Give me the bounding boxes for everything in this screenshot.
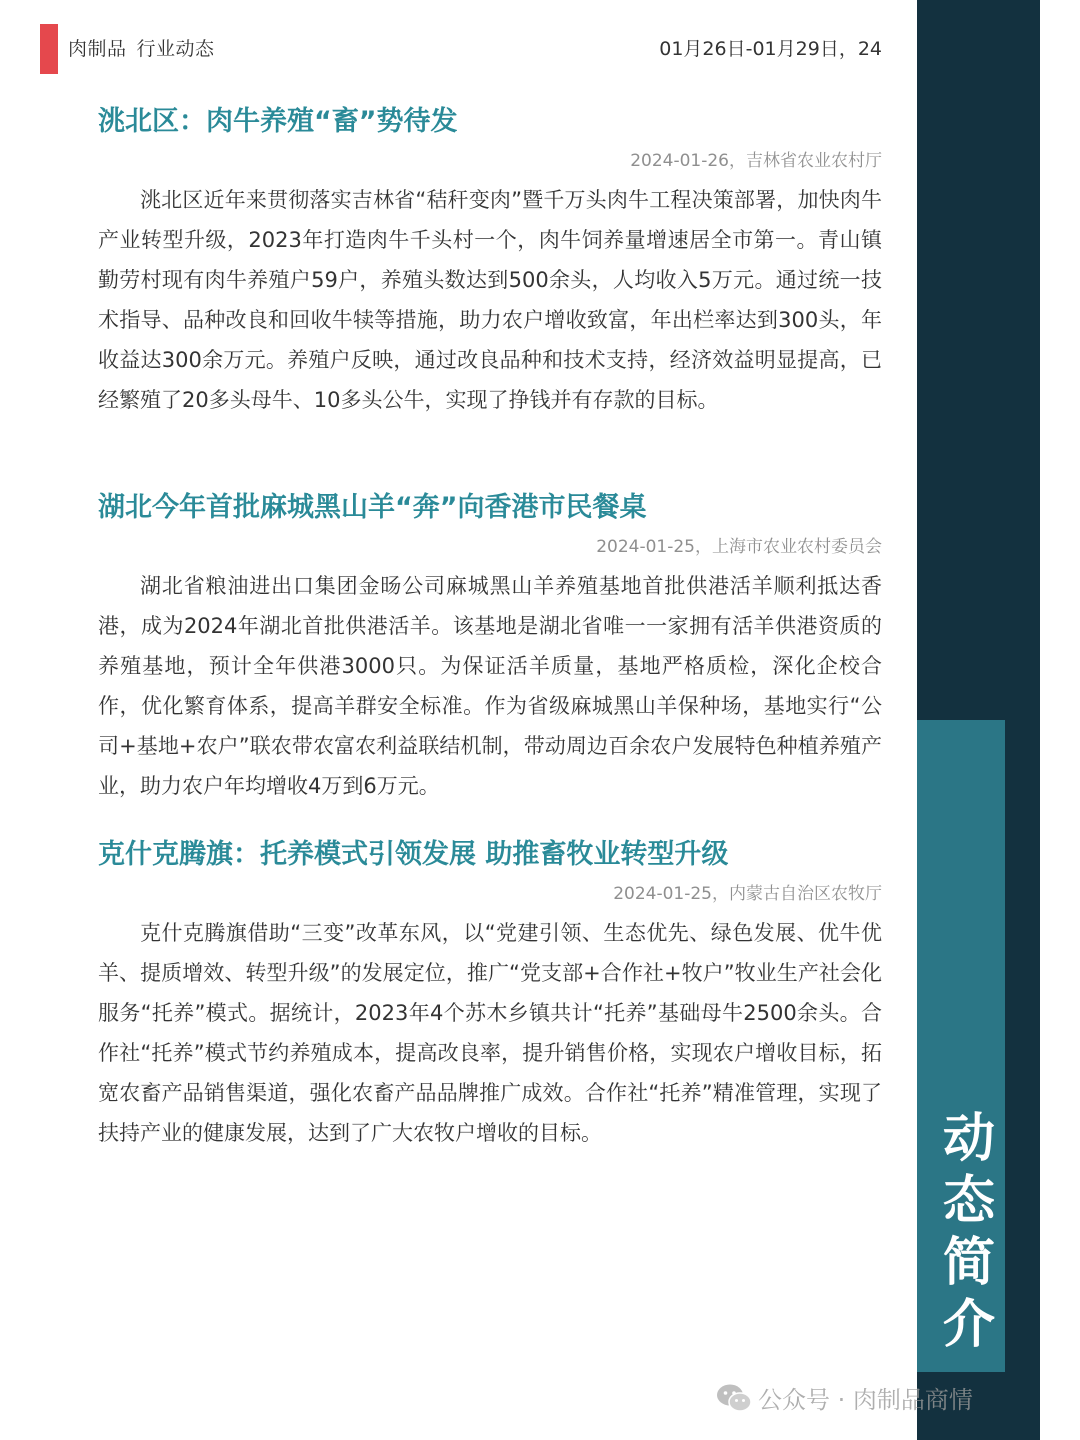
sidebar-title (917, 1108, 1021, 1356)
wechat-icon (716, 1383, 752, 1413)
watermark-text: 公众号 · 肉制品商情 (758, 1386, 973, 1414)
article-title: 湖北今年首批麻城黑山羊“奔”向香港市民餐桌 (98, 492, 647, 523)
header-category-label: 肉制品 (68, 38, 127, 60)
article-title: 洮北区：肉牛养殖“畜”势待发 (98, 106, 458, 137)
article-hubei-goat (98, 490, 882, 806)
sidebar-title-char: 动 (942, 1109, 995, 1169)
header-accent-bar (40, 24, 58, 74)
article-meta: 2024-01-25，内蒙古自治区农牧厅 (613, 884, 882, 904)
sidebar-title-char: 介 (942, 1295, 995, 1355)
article-title: 克什克腾旗：托养模式引领发展 助推畜牧业转型升级 (98, 839, 729, 870)
article-meta: 2024-01-26，吉林省农业农村厅 (630, 151, 882, 171)
header-date-range: 01月26日-01月29日，24 (659, 38, 882, 60)
sidebar-title-char: 简 (942, 1233, 995, 1293)
article-keshiketeng (98, 837, 882, 1153)
article-meta: 2024-01-25，上海市农业农村委员会 (596, 537, 882, 557)
watermark (716, 1380, 973, 1415)
article-taobei (98, 104, 882, 420)
sidebar-title-char: 态 (942, 1171, 995, 1231)
article-body: 洮北区近年来贯彻落实吉林省“秸秆变肉”暨千万头肉牛工程决策部署，加快肉牛产业转型升级，2023年打造肉牛千头村一个，肉牛饲养量增速居全市第一。青山镇勤劳村现有肉牛养殖户59户，养殖头数达到500余头，人均收入5万元。通过统一技术指导、品种改良和回收牛犊等措施，助力农户增收致富，年出栏率达到300头，年收益达300余万元。养殖户反映，通过改良品种和技术支持，经济效益明显提高，已经繁殖了20多头母牛、10多头公牛，实现了挣钱并有存款的目标。 (98, 188, 882, 412)
article-body: 湖北省粮油进出口集团金旸公司麻城黑山羊养殖基地首批供港活羊顺利抵达香港，成为2024年湖北首批供港活羊。该基地是湖北省唯一一家拥有活羊供港资质的养殖基地，预计全年供港3000只。为保证活羊质量，基地严格质检，深化企校合作，优化繁育体系，提高羊群安全标准。作为省级麻城黑山羊保种场，基地实行“公司+基地+农户”联农带农富农利益联结机制，带动周边百余农户发展特色种植养殖产业，助力农户年均增收4万到6万元。 (98, 574, 882, 798)
header-category (68, 34, 215, 61)
article-body: 克什克腾旗借助“三变”改革东风，以“党建引领、生态优先、绿色发展、优牛优羊、提质增效、转型升级”的发展定位，推广“党支部+合作社+牧户”牧业生产社会化服务“托养”模式。据统计，2023年4个苏木乡镇共计“托养”基础母牛2500余头。合作社“托养”模式节约养殖成本，提高改良率，提升销售价格，实现农户增收目标，拓宽农畜产品销售渠道，强化农畜产品品牌推广成效。合作社“托养”精准管理，实现了扶持产业的健康发展，达到了广大农牧户增收的目标。 (98, 921, 882, 1145)
header-section-label: 行业动态 (136, 38, 215, 60)
